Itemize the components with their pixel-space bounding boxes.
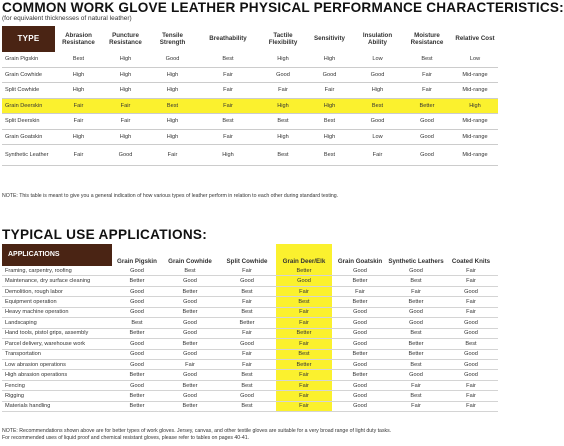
section-title: TYPICAL USE APPLICATIONS: bbox=[2, 227, 208, 242]
table-cell: High bbox=[353, 83, 402, 99]
table-cell: Best bbox=[55, 52, 102, 67]
table-cell: Low bbox=[452, 52, 498, 67]
row-label: Transportation bbox=[2, 349, 112, 359]
table-cell: Better bbox=[162, 380, 218, 390]
table-row bbox=[2, 318, 498, 328]
table-cell: Best bbox=[388, 359, 444, 369]
table-cell: Good bbox=[332, 318, 388, 328]
row-label: Maintenance, dry surface cleaning bbox=[2, 276, 112, 286]
table-cell: Mid-range bbox=[452, 83, 498, 99]
table-cell: Fair bbox=[102, 114, 149, 130]
table-cell: Good bbox=[112, 286, 162, 296]
column-header: Grain Goatskin bbox=[337, 257, 383, 265]
table-cell: Fair bbox=[218, 328, 276, 338]
table-cell: Best bbox=[388, 328, 444, 338]
row-label: Hand tools, pistol grips, assembly bbox=[2, 328, 112, 338]
row-label: Framing, carpentry, roofing bbox=[2, 266, 112, 276]
row-label: High abrasion operations bbox=[2, 370, 112, 380]
applications-table bbox=[2, 244, 498, 412]
table-cell: Good bbox=[112, 297, 162, 307]
table-cell: Better bbox=[276, 266, 332, 276]
table-cell: High bbox=[149, 114, 196, 130]
table-cell: High bbox=[55, 83, 102, 99]
table-cell: Fair bbox=[444, 276, 498, 286]
row-label: Heavy machine operation bbox=[2, 307, 112, 317]
table-cell: High bbox=[260, 52, 306, 67]
footnote bbox=[2, 428, 391, 441]
table-row bbox=[2, 401, 498, 411]
table-row bbox=[2, 83, 498, 99]
table-cell: Fair bbox=[196, 98, 260, 114]
row-label: Synthetic Leather bbox=[2, 145, 55, 166]
table-cell: Fair bbox=[276, 339, 332, 349]
table-row bbox=[2, 307, 498, 317]
table-header-row bbox=[2, 26, 498, 52]
table-cell: Good bbox=[112, 339, 162, 349]
table-cell: Good bbox=[332, 307, 388, 317]
table-cell: Good bbox=[306, 67, 353, 83]
table-cell: Low bbox=[353, 129, 402, 145]
row-label: Landscaping bbox=[2, 318, 112, 328]
table-cell: Good bbox=[218, 391, 276, 401]
table-cell: High bbox=[260, 98, 306, 114]
table-cell: Fair bbox=[196, 83, 260, 99]
table-cell: Best bbox=[444, 339, 498, 349]
table-cell: Better bbox=[402, 98, 452, 114]
column-header: Coated Knits bbox=[451, 257, 491, 265]
column-header: Grain Cowhide bbox=[168, 257, 212, 265]
table-cell: Mid-range bbox=[452, 114, 498, 130]
table-cell: High bbox=[102, 52, 149, 67]
table-cell: Best bbox=[353, 98, 402, 114]
row-label: Parcel delivery, warehouse work bbox=[2, 339, 112, 349]
footnote-line: For recommended uses of liquid proof and chemical resistant gloves, please refer to tables on pages 40-41. bbox=[2, 434, 250, 441]
column-header: Split Cowhide bbox=[226, 257, 268, 265]
table-cell: Good bbox=[276, 276, 332, 286]
table-cell: Fair bbox=[196, 129, 260, 145]
table-cell: Fair bbox=[388, 286, 444, 296]
table-cell: Fair bbox=[444, 401, 498, 411]
table-cell: Fair bbox=[218, 297, 276, 307]
row-label: Materials handling bbox=[2, 401, 112, 411]
table-note: NOTE: This table is meant to give you a general indication of how various types of leather perform in relation to each other during standard testing. bbox=[2, 193, 339, 199]
table-cell: Best bbox=[388, 276, 444, 286]
table-cell: Better bbox=[276, 328, 332, 338]
table-cell: Better bbox=[112, 370, 162, 380]
applications-header: APPLICATIONS bbox=[2, 244, 112, 266]
table-cell: Fair bbox=[276, 307, 332, 317]
table-cell: Fair bbox=[149, 145, 196, 166]
table-cell: Fair bbox=[444, 266, 498, 276]
table-row bbox=[2, 370, 498, 380]
table-cell: Best bbox=[276, 297, 332, 307]
table-cell: High bbox=[260, 129, 306, 145]
table-cell: Good bbox=[149, 52, 196, 67]
footnote-line: NOTE: Recommendations shown above are for better types of work gloves. Jersey, canvas, and other textile gloves are suitable for a very broad range of light duty tasks. bbox=[2, 428, 392, 434]
table-cell: Low bbox=[353, 52, 402, 67]
table-row bbox=[2, 328, 498, 338]
table-cell: Best bbox=[162, 266, 218, 276]
row-label: Rigging bbox=[2, 391, 112, 401]
table-row bbox=[2, 276, 498, 286]
table-cell: Best bbox=[149, 98, 196, 114]
row-label: Fencing bbox=[2, 380, 112, 390]
table-cell: Good bbox=[444, 318, 498, 328]
table-cell: Fair bbox=[218, 349, 276, 359]
row-label: Grain Goatskin bbox=[2, 129, 55, 145]
table-cell: Fair bbox=[162, 359, 218, 369]
page-subtitle: (for equivalent thicknesses of natural leather) bbox=[2, 15, 132, 22]
table-cell: Good bbox=[162, 318, 218, 328]
table-cell: Fair bbox=[388, 401, 444, 411]
table-row bbox=[2, 114, 498, 130]
table-cell: Best bbox=[218, 370, 276, 380]
table-row bbox=[2, 67, 498, 83]
table-cell: Good bbox=[332, 380, 388, 390]
table-cell: Fair bbox=[402, 83, 452, 99]
table-cell: Best bbox=[276, 349, 332, 359]
table-cell: Good bbox=[388, 307, 444, 317]
row-label: Demolition, rough labor bbox=[2, 286, 112, 296]
table-row bbox=[2, 359, 498, 369]
table-cell: Good bbox=[402, 145, 452, 166]
table-cell: Better bbox=[276, 359, 332, 369]
table-cell: Fair bbox=[260, 83, 306, 99]
row-label: Grain Pigskin bbox=[2, 52, 55, 67]
table-cell: Good bbox=[112, 266, 162, 276]
table-cell: Good bbox=[402, 114, 452, 130]
table-cell: Good bbox=[353, 67, 402, 83]
column-header: Tensile Strength bbox=[159, 31, 186, 46]
table-cell: Good bbox=[444, 359, 498, 369]
table-cell: Better bbox=[332, 297, 388, 307]
table-row bbox=[2, 380, 498, 390]
table-cell: Better bbox=[388, 349, 444, 359]
table-cell: Good bbox=[162, 328, 218, 338]
table-cell: Good bbox=[162, 297, 218, 307]
table-cell: Good bbox=[112, 307, 162, 317]
table-cell: Good bbox=[332, 328, 388, 338]
table-header-row bbox=[2, 244, 498, 266]
table-cell: Good bbox=[218, 276, 276, 286]
table-cell: Better bbox=[112, 276, 162, 286]
table-cell: Good bbox=[260, 67, 306, 83]
table-cell: Best bbox=[388, 391, 444, 401]
table-cell: Best bbox=[260, 114, 306, 130]
row-label: Grain Cowhide bbox=[2, 67, 55, 83]
table-cell: Best bbox=[112, 318, 162, 328]
table-cell: Good bbox=[402, 129, 452, 145]
row-label: Grain Deerskin bbox=[2, 98, 55, 114]
table-cell: Fair bbox=[55, 114, 102, 130]
column-header: Moisture Resistance bbox=[410, 31, 444, 46]
table-cell: Good bbox=[388, 266, 444, 276]
table-cell: High bbox=[306, 129, 353, 145]
table-cell: Good bbox=[332, 359, 388, 369]
page-title: COMMON WORK GLOVE LEATHER PHYSICAL PERFORMANCE CHARACTERISTICS: bbox=[2, 0, 564, 15]
column-header: Synthetic Leathers bbox=[388, 257, 444, 265]
table-cell: Good bbox=[162, 349, 218, 359]
table-cell: High bbox=[306, 52, 353, 67]
table-cell: Fair bbox=[55, 98, 102, 114]
row-label: Equipment operation bbox=[2, 297, 112, 307]
table-cell: Better bbox=[162, 286, 218, 296]
table-cell: Better bbox=[112, 328, 162, 338]
table-row bbox=[2, 129, 498, 145]
table-cell: Fair bbox=[353, 145, 402, 166]
table-cell: High bbox=[102, 67, 149, 83]
table-cell: Fair bbox=[276, 401, 332, 411]
column-header: Abrasion Resistance bbox=[62, 31, 95, 46]
table-cell: Good bbox=[444, 286, 498, 296]
table-cell: Better bbox=[388, 297, 444, 307]
table-cell: Good bbox=[353, 114, 402, 130]
table-row bbox=[2, 391, 498, 401]
table-cell: Good bbox=[444, 370, 498, 380]
table-cell: Better bbox=[112, 401, 162, 411]
table-cell: Good bbox=[162, 276, 218, 286]
table-cell: Fair bbox=[388, 380, 444, 390]
table-cell: Good bbox=[444, 328, 498, 338]
table-cell: Good bbox=[218, 339, 276, 349]
table-cell: High bbox=[452, 98, 498, 114]
table-row bbox=[2, 349, 498, 359]
table-cell: Fair bbox=[196, 67, 260, 83]
column-header: Relative Cost bbox=[455, 35, 495, 43]
table-cell: Fair bbox=[444, 307, 498, 317]
table-cell: Better bbox=[332, 370, 388, 380]
table-cell: Fair bbox=[276, 370, 332, 380]
table-cell: Fair bbox=[218, 266, 276, 276]
table-cell: Best bbox=[306, 145, 353, 166]
row-label: Split Deerskin bbox=[2, 114, 55, 130]
table-cell: Fair bbox=[55, 145, 102, 166]
table-cell: Mid-range bbox=[452, 129, 498, 145]
table-cell: Fair bbox=[276, 391, 332, 401]
column-header: Grain Pigskin bbox=[117, 257, 157, 265]
table-cell: Good bbox=[388, 318, 444, 328]
table-cell: Good bbox=[102, 145, 149, 166]
row-label: Split Cowhide bbox=[2, 83, 55, 99]
table-cell: Better bbox=[388, 339, 444, 349]
table-cell: Fair bbox=[276, 318, 332, 328]
table-cell: Better bbox=[332, 349, 388, 359]
table-cell: Fair bbox=[102, 98, 149, 114]
table-cell: Good bbox=[332, 401, 388, 411]
table-cell: Fair bbox=[276, 380, 332, 390]
table-row bbox=[2, 145, 498, 166]
table-cell: Best bbox=[260, 145, 306, 166]
leather-characteristics-table bbox=[2, 26, 498, 166]
table-cell: Best bbox=[402, 52, 452, 67]
column-header: Tactile Flexibility bbox=[268, 31, 298, 46]
table-cell: Good bbox=[444, 349, 498, 359]
column-header: Breathability bbox=[209, 35, 247, 43]
table-cell: Fair bbox=[332, 286, 388, 296]
table-row bbox=[2, 297, 498, 307]
table-cell: High bbox=[196, 145, 260, 166]
column-header: Insulation Ability bbox=[362, 31, 393, 46]
table-cell: Best bbox=[218, 286, 276, 296]
table-cell: High bbox=[102, 83, 149, 99]
table-cell: Good bbox=[112, 380, 162, 390]
table-row bbox=[2, 52, 498, 67]
table-cell: Good bbox=[112, 349, 162, 359]
table-cell: Fair bbox=[444, 297, 498, 307]
table-cell: Fair bbox=[306, 83, 353, 99]
table-cell: Fair bbox=[218, 359, 276, 369]
type-header: TYPE bbox=[2, 26, 55, 52]
table-cell: High bbox=[149, 129, 196, 145]
table-cell: Good bbox=[388, 370, 444, 380]
table-cell: Good bbox=[332, 266, 388, 276]
table-cell: Fair bbox=[276, 286, 332, 296]
table-cell: Better bbox=[162, 307, 218, 317]
table-cell: High bbox=[306, 98, 353, 114]
table-cell: Fair bbox=[402, 67, 452, 83]
table-cell: Better bbox=[218, 318, 276, 328]
table-cell: Good bbox=[332, 339, 388, 349]
table-cell: Fair bbox=[444, 391, 498, 401]
table-cell: Good bbox=[162, 370, 218, 380]
table-cell: Mid-range bbox=[452, 145, 498, 166]
table-cell: High bbox=[149, 67, 196, 83]
column-header: Sensitivity bbox=[314, 35, 345, 43]
row-label: Low abrasion operations bbox=[2, 359, 112, 369]
column-header: Grain Deer/Elk bbox=[276, 244, 332, 266]
table-cell: Best bbox=[218, 380, 276, 390]
table-cell: High bbox=[102, 129, 149, 145]
table-cell: Good bbox=[332, 391, 388, 401]
column-header: Puncture Resistance bbox=[109, 31, 142, 46]
table-row bbox=[2, 266, 498, 276]
table-cell: Good bbox=[112, 359, 162, 369]
table-cell: High bbox=[55, 129, 102, 145]
table-row bbox=[2, 286, 498, 296]
table-cell: Best bbox=[196, 114, 260, 130]
table-cell: Better bbox=[332, 276, 388, 286]
table-cell: Best bbox=[306, 114, 353, 130]
table-row bbox=[2, 339, 498, 349]
table-cell: Fair bbox=[444, 380, 498, 390]
table-cell: Best bbox=[218, 307, 276, 317]
table-cell: Mid-range bbox=[452, 67, 498, 83]
table-cell: Better bbox=[162, 401, 218, 411]
table-row bbox=[2, 98, 498, 114]
table-cell: Better bbox=[112, 391, 162, 401]
table-cell: High bbox=[149, 83, 196, 99]
table-cell: Good bbox=[162, 391, 218, 401]
table-cell: Best bbox=[218, 401, 276, 411]
table-cell: Best bbox=[196, 52, 260, 67]
table-cell: Better bbox=[162, 339, 218, 349]
table-cell: High bbox=[55, 67, 102, 83]
